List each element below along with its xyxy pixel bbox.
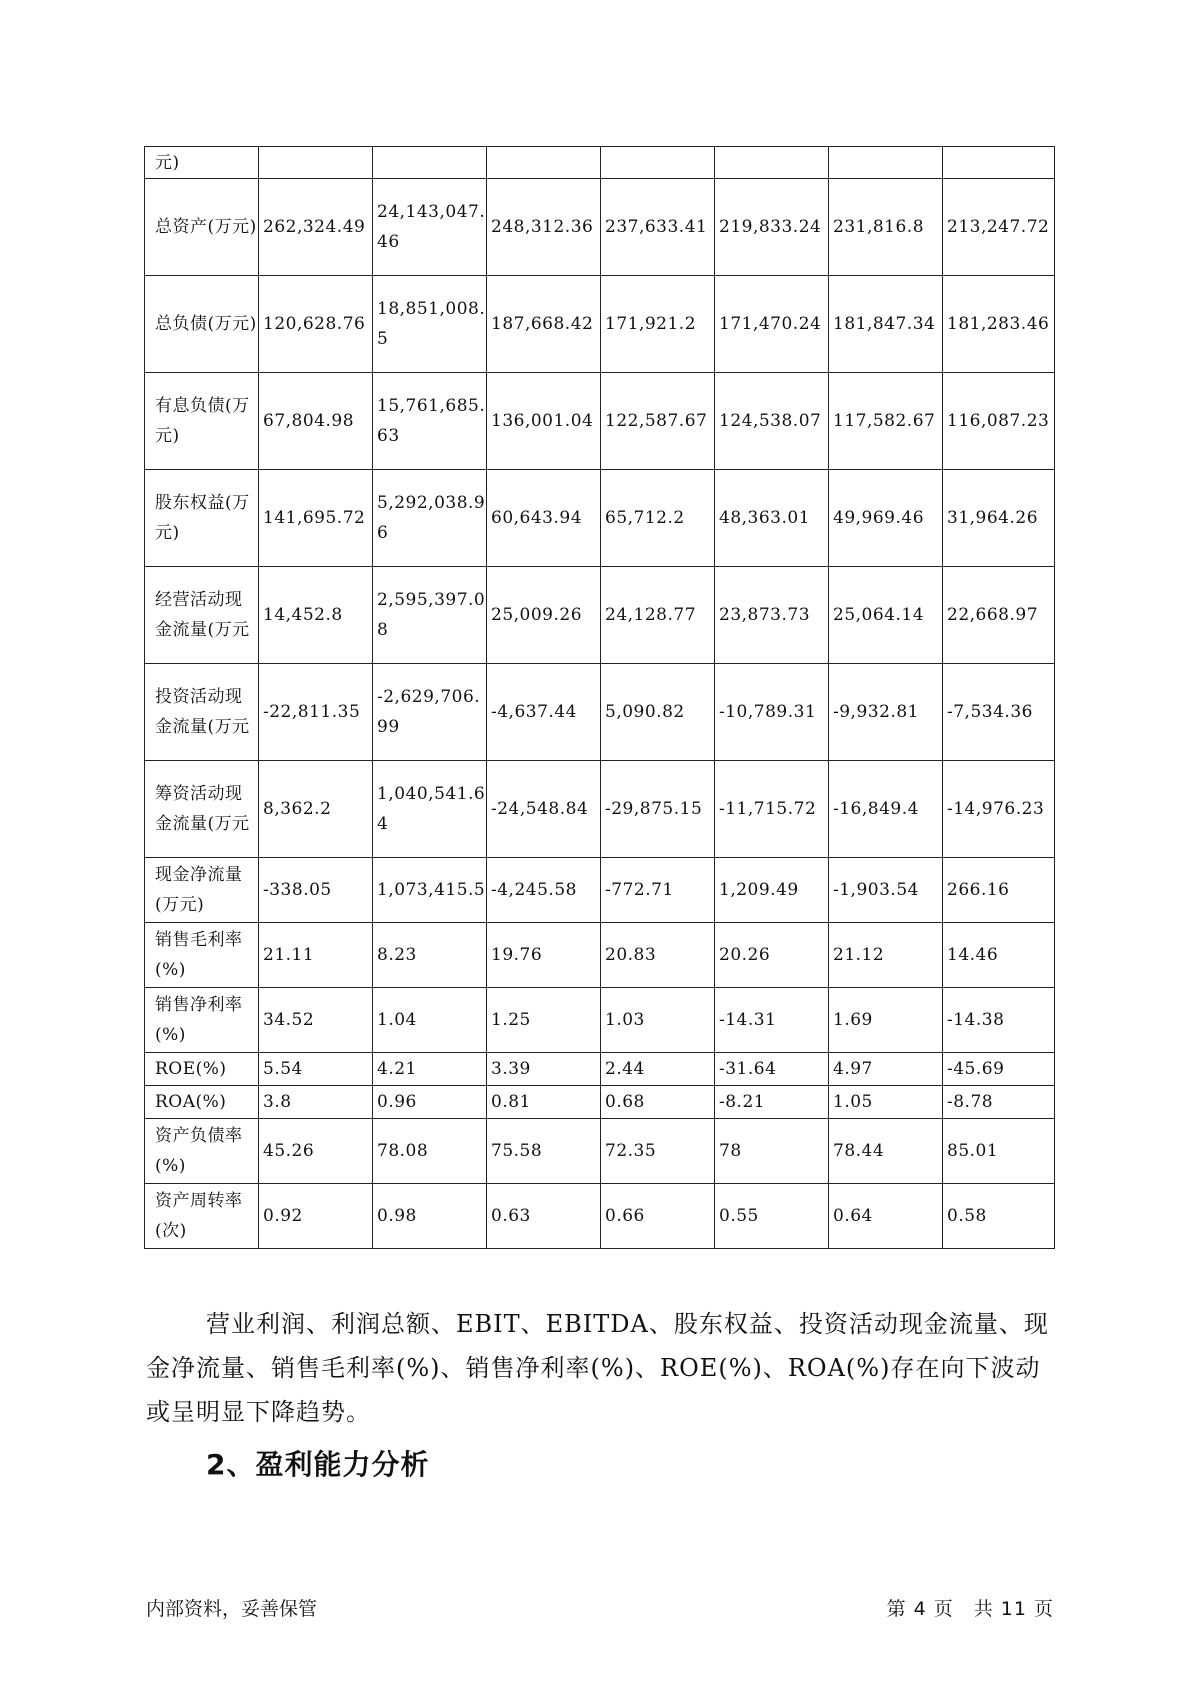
table-cell xyxy=(487,147,601,179)
table-cell: 78 xyxy=(715,1119,829,1184)
table-cell: 181,847.34 xyxy=(829,276,943,373)
table-cell: 0.92 xyxy=(259,1184,373,1249)
footer-confidential-note: 内部资料，妥善保管 xyxy=(146,1598,318,1620)
table-cell: 45.26 xyxy=(259,1119,373,1184)
table-cell: -14.38 xyxy=(943,988,1055,1053)
table-cell: 5.54 xyxy=(259,1053,373,1086)
table-cell: -11,715.72 xyxy=(715,761,829,858)
table-cell: -24,548.84 xyxy=(487,761,601,858)
table-cell: 122,587.67 xyxy=(601,373,715,470)
table-cell: 21.12 xyxy=(829,923,943,988)
table-cell: -338.05 xyxy=(259,858,373,923)
table-cell: -9,932.81 xyxy=(829,664,943,761)
table-cell: 213,247.72 xyxy=(943,179,1055,276)
table-cell: 171,470.24 xyxy=(715,276,829,373)
table-cell: -29,875.15 xyxy=(601,761,715,858)
table-cell: -22,811.35 xyxy=(259,664,373,761)
table-cell: 60,643.94 xyxy=(487,470,601,567)
table-cell: 78.08 xyxy=(373,1119,487,1184)
table-row xyxy=(145,1086,1055,1119)
table-cell: 0.55 xyxy=(715,1184,829,1249)
table-cell: 21.11 xyxy=(259,923,373,988)
row-label: 销售毛利率(%) xyxy=(145,923,259,988)
table-cell: 0.58 xyxy=(943,1184,1055,1249)
table-cell: 20.83 xyxy=(601,923,715,988)
table-row xyxy=(145,470,1055,567)
table-cell: 171,921.2 xyxy=(601,276,715,373)
table-cell: -772.71 xyxy=(601,858,715,923)
table-cell: 14.46 xyxy=(943,923,1055,988)
table-cell: -10,789.31 xyxy=(715,664,829,761)
table-cell: 18,851,008.5 xyxy=(373,276,487,373)
table-row xyxy=(145,858,1055,923)
table-row xyxy=(145,988,1055,1053)
table-cell: -31.64 xyxy=(715,1053,829,1086)
table-cell: 8,362.2 xyxy=(259,761,373,858)
row-label: 有息负债(万元) xyxy=(145,373,259,470)
row-label: 元) xyxy=(145,147,259,179)
row-label: 筹资活动现金流量(万元 xyxy=(145,761,259,858)
table-row xyxy=(145,923,1055,988)
table-cell: 78.44 xyxy=(829,1119,943,1184)
row-label: 资产负债率(%) xyxy=(145,1119,259,1184)
table-cell: 120,628.76 xyxy=(259,276,373,373)
table-cell: 116,087.23 xyxy=(943,373,1055,470)
table-cell: 181,283.46 xyxy=(943,276,1055,373)
table-cell: -8.78 xyxy=(943,1086,1055,1119)
table-cell: 75.58 xyxy=(487,1119,601,1184)
table-cell xyxy=(715,147,829,179)
table-cell: 124,538.07 xyxy=(715,373,829,470)
table-cell: 19.76 xyxy=(487,923,601,988)
row-label: 投资活动现金流量(万元 xyxy=(145,664,259,761)
table-row xyxy=(145,1053,1055,1086)
table-cell: 1,073,415.5 xyxy=(373,858,487,923)
table-cell: 65,712.2 xyxy=(601,470,715,567)
row-label: 总负债(万元) xyxy=(145,276,259,373)
table-cell: 0.66 xyxy=(601,1184,715,1249)
table-cell: 0.64 xyxy=(829,1184,943,1249)
row-label: 经营活动现金流量(万元 xyxy=(145,567,259,664)
section-heading: 2、盈利能力分析 xyxy=(206,1448,430,1481)
footer-page-number: 第 4 页 共 11 页 xyxy=(886,1598,1054,1620)
table-cell: 231,816.8 xyxy=(829,179,943,276)
table-cell: 49,969.46 xyxy=(829,470,943,567)
row-label: 总资产(万元) xyxy=(145,179,259,276)
table-cell: -4,637.44 xyxy=(487,664,601,761)
table-cell xyxy=(829,147,943,179)
table-cell: 1.03 xyxy=(601,988,715,1053)
table-row xyxy=(145,1184,1055,1249)
table-row xyxy=(145,664,1055,761)
table-cell: 34.52 xyxy=(259,988,373,1053)
table-cell: 237,633.41 xyxy=(601,179,715,276)
table-cell: -14,976.23 xyxy=(943,761,1055,858)
table-cell: 117,582.67 xyxy=(829,373,943,470)
table-cell: 0.98 xyxy=(373,1184,487,1249)
table-cell: 1.69 xyxy=(829,988,943,1053)
table-cell: 15,761,685.63 xyxy=(373,373,487,470)
table-cell: 248,312.36 xyxy=(487,179,601,276)
table-cell: -8.21 xyxy=(715,1086,829,1119)
table-cell: 85.01 xyxy=(943,1119,1055,1184)
row-label: 现金净流量(万元) xyxy=(145,858,259,923)
table-cell: 48,363.01 xyxy=(715,470,829,567)
table-cell: 3.8 xyxy=(259,1086,373,1119)
table-cell: 8.23 xyxy=(373,923,487,988)
table-row xyxy=(145,276,1055,373)
row-label: 股东权益(万元) xyxy=(145,470,259,567)
table-row xyxy=(145,179,1055,276)
table-cell: 187,668.42 xyxy=(487,276,601,373)
table-cell: 5,090.82 xyxy=(601,664,715,761)
table-cell: 31,964.26 xyxy=(943,470,1055,567)
table-cell: 67,804.98 xyxy=(259,373,373,470)
financial-indicators-table xyxy=(144,146,1055,1249)
row-label: 销售净利率(%) xyxy=(145,988,259,1053)
table-cell: 0.96 xyxy=(373,1086,487,1119)
table-cell: 1,040,541.64 xyxy=(373,761,487,858)
table-cell: 2.44 xyxy=(601,1053,715,1086)
table-cell: 1.25 xyxy=(487,988,601,1053)
table-row xyxy=(145,147,1055,179)
table-cell: 3.39 xyxy=(487,1053,601,1086)
table-cell: -14.31 xyxy=(715,988,829,1053)
table-cell: 262,324.49 xyxy=(259,179,373,276)
analysis-paragraph: 营业利润、利润总额、EBIT、EBITDA、股东权益、投资活动现金流量、现金净流量、销售毛利率(%)、销售净利率(%)、ROE(%)、ROA(%)存在向下波动或呈明显下降趋势。 xyxy=(146,1310,1049,1426)
table-cell: 0.63 xyxy=(487,1184,601,1249)
table-cell: 141,695.72 xyxy=(259,470,373,567)
table-row xyxy=(145,373,1055,470)
table-row xyxy=(145,567,1055,664)
table-cell: 136,001.04 xyxy=(487,373,601,470)
table-cell: 266.16 xyxy=(943,858,1055,923)
table-cell: 14,452.8 xyxy=(259,567,373,664)
table-cell xyxy=(259,147,373,179)
row-label: 资产周转率(次) xyxy=(145,1184,259,1249)
table-cell: 2,595,397.08 xyxy=(373,567,487,664)
row-label: ROA(%) xyxy=(145,1086,259,1119)
table-cell: 25,064.14 xyxy=(829,567,943,664)
table-cell: -1,903.54 xyxy=(829,858,943,923)
table-cell: 20.26 xyxy=(715,923,829,988)
table-cell: 1,209.49 xyxy=(715,858,829,923)
table-cell: 1.05 xyxy=(829,1086,943,1119)
table-cell: 72.35 xyxy=(601,1119,715,1184)
table-cell: 219,833.24 xyxy=(715,179,829,276)
table-cell: -7,534.36 xyxy=(943,664,1055,761)
table-cell: 4.21 xyxy=(373,1053,487,1086)
table-cell: 25,009.26 xyxy=(487,567,601,664)
table-cell: 23,873.73 xyxy=(715,567,829,664)
row-label: ROE(%) xyxy=(145,1053,259,1086)
table-cell: 5,292,038.96 xyxy=(373,470,487,567)
table-cell: 1.04 xyxy=(373,988,487,1053)
table-cell xyxy=(373,147,487,179)
table-cell: -2,629,706.99 xyxy=(373,664,487,761)
table-cell: -16,849.4 xyxy=(829,761,943,858)
table-cell: -4,245.58 xyxy=(487,858,601,923)
table-cell: 4.97 xyxy=(829,1053,943,1086)
table-cell: 0.81 xyxy=(487,1086,601,1119)
table-row xyxy=(145,1119,1055,1184)
table-cell xyxy=(601,147,715,179)
table-cell xyxy=(943,147,1055,179)
table-row xyxy=(145,761,1055,858)
table-cell: 22,668.97 xyxy=(943,567,1055,664)
table-cell: 24,128.77 xyxy=(601,567,715,664)
table-cell: -45.69 xyxy=(943,1053,1055,1086)
table-cell: 24,143,047.46 xyxy=(373,179,487,276)
table-cell: 0.68 xyxy=(601,1086,715,1119)
